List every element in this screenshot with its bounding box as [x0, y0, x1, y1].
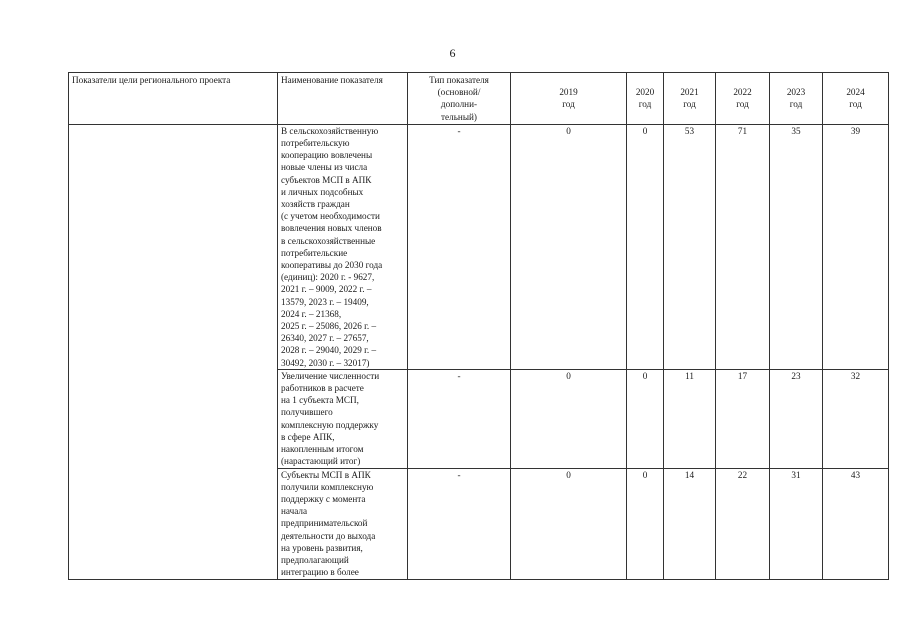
year-unit: год [562, 99, 575, 110]
value-2021-cell: 11 [664, 369, 716, 468]
value-2019-cell: 0 [511, 468, 627, 579]
value-2024-cell: 32 [823, 369, 889, 468]
header-year-2021 [664, 73, 716, 125]
value-2021-cell: 14 [664, 468, 716, 579]
header-year-2024 [823, 73, 889, 125]
year-label: 2020 [635, 87, 655, 98]
indicator-name-cell: В сельскохозяйственную потребительскую кооперацию вовлечены новые члены из числа субъектов МСП в АПК и личных подсобных хозяйств граждан (с учетом необходимости вовлечения новых членов в сельскохозяйственные потребительские кооперативы до 2030 года (единиц): 2020 г. - 9627, 2021 г. – 9009, 2022 г. – 13579, 2023 г. – 19409, 2024 г. – 21368, 2025 г. – 25086, 2026 г. – 26340, 2027 г. – 27657, 2028 г. – 29040, 2029 г. – 30492, 2030 г. – 32017) [278, 124, 408, 369]
indicator-type-cell: - [408, 369, 511, 468]
value-2020-cell: 0 [627, 468, 664, 579]
year-unit: год [849, 99, 862, 110]
year-label: 2019 [559, 87, 578, 98]
value-2020-cell: 0 [627, 124, 664, 369]
value-2021-cell: 53 [664, 124, 716, 369]
header-year-2022 [716, 73, 770, 125]
value-2023-cell: 31 [770, 468, 823, 579]
value-2020-cell: 0 [627, 369, 664, 468]
goal-indicator-cell [69, 124, 278, 579]
value-2024-cell: 43 [823, 468, 889, 579]
indicator-name-cell: Увеличение численности работников в расчете на 1 субъекта МСП, получившего комплексную поддержку в сфере АПК, накопленным итогом (нарастающий итог) [278, 369, 408, 468]
header-indicator-name: Наименование показателя [278, 73, 408, 125]
year-unit: год [736, 99, 749, 110]
value-2022-cell: 71 [716, 124, 770, 369]
indicators-table [68, 72, 889, 580]
value-2024-cell: 39 [823, 124, 889, 369]
indicator-type-cell: - [408, 468, 511, 579]
header-goal-indicators: Показатели цели регионального проекта [69, 73, 278, 125]
header-year-2019 [511, 73, 627, 125]
header-indicator-type [408, 73, 511, 125]
value-2019-cell: 0 [511, 124, 627, 369]
year-unit: год [789, 99, 803, 110]
year-label: 2022 [733, 87, 752, 98]
year-label: 2021 [680, 87, 699, 98]
indicator-name-cell: Субъекты МСП в АПК получили комплексную поддержку с момента начала предпринимательской деятельности до выхода на уровень развития, предполагающий интеграцию в более [278, 468, 408, 579]
year-label: 2023 [786, 87, 806, 98]
value-2023-cell: 23 [770, 369, 823, 468]
header-year-2023 [770, 73, 823, 125]
indicator-type-cell: - [408, 124, 511, 369]
value-2023-cell: 35 [770, 124, 823, 369]
year-label: 2024 [846, 87, 865, 98]
table-header-row [69, 73, 889, 125]
year-unit: год [683, 99, 696, 110]
table-row [69, 124, 889, 369]
year-unit: год [638, 99, 652, 110]
value-2019-cell: 0 [511, 369, 627, 468]
value-2022-cell: 22 [716, 468, 770, 579]
header-indicator-type-text: Тип показателя (основной/ дополни- тельный) [429, 75, 489, 122]
value-2022-cell: 17 [716, 369, 770, 468]
page-number: 6 [449, 46, 456, 60]
header-year-2020 [627, 73, 664, 125]
